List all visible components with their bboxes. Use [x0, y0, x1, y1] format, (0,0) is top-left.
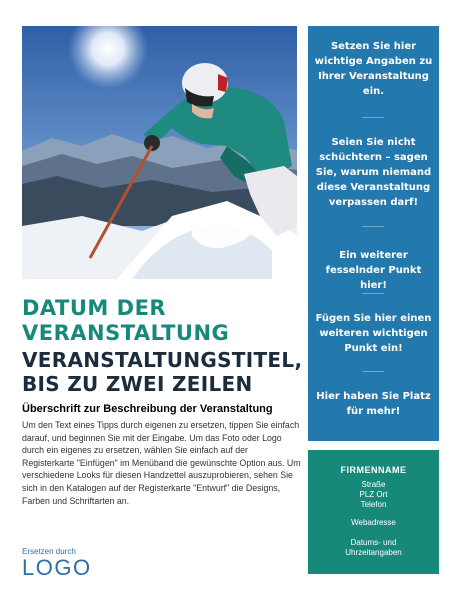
- highlight-line: schüchtern – sagen: [319, 152, 428, 163]
- highlight-item: [312, 311, 435, 356]
- description-heading: Überschrift zur Beschreibung der Veranstaltung: [22, 403, 273, 415]
- highlight-item: [312, 248, 435, 293]
- highlight-line: Ein weiterer: [339, 250, 408, 261]
- highlights-sidebar: [308, 26, 439, 441]
- event-photo: [22, 26, 297, 279]
- highlight-item: [312, 135, 435, 210]
- company-phone: Telefon: [360, 500, 387, 509]
- highlight-line: Fügen Sie hier einen: [315, 313, 432, 324]
- highlight-item: [312, 39, 435, 99]
- company-name: FIRMENNAME: [340, 465, 407, 475]
- highlight-line: Ihrer Veranstaltung: [318, 71, 429, 82]
- highlight-line: Punkt ein!: [344, 343, 403, 354]
- highlight-line: ein.: [362, 86, 385, 97]
- highlight-line: wichtige Angaben zu: [314, 56, 433, 67]
- description-body: Um den Text eines Tipps durch eigenen zu ersetzen, tippen Sie einfach darauf, und beginnen Sie mit der Eingabe. Um das Foto oder Logo durch ein eigenes zu ersetzen, wählen Sie einfach auf der Registerkarte "Einfügen" im Menüband die gewünschte Option aus. Um verschiedene Looks für diesen Handzettel auszuprobieren, sehen Sie sich in den Katalogen auf der Registerkarte "Entwurf" die Designs, Farben und Schriftarten an.: [22, 420, 301, 506]
- highlight-line: für mehr!: [346, 406, 401, 417]
- logo-caption: Ersetzen durch: [22, 547, 76, 556]
- company-datetime-line: Uhrzeitangaben: [345, 548, 402, 557]
- event-title-line: BIS ZU ZWEI ZEILEN: [22, 372, 253, 396]
- highlight-line: weiteren wichtigen: [319, 328, 428, 339]
- divider: [362, 226, 384, 227]
- highlight-item: [312, 389, 435, 419]
- event-date-line: DATUM DER: [22, 296, 167, 320]
- highlight-line: Setzen Sie hier: [330, 41, 417, 52]
- company-web: Webadresse: [351, 518, 396, 527]
- divider: [362, 293, 384, 294]
- logo-placeholder[interactable]: LOGO: [22, 555, 92, 580]
- company-street: Straße: [361, 480, 386, 489]
- highlight-line: verpassen darf!: [328, 197, 419, 208]
- event-date: [22, 296, 307, 346]
- event-date-line: VERANSTALTUNG: [22, 321, 230, 345]
- company-datetime-line: Datums- und: [350, 538, 397, 547]
- event-title-line: VERANSTALTUNGSTITEL,: [22, 348, 303, 372]
- highlight-line: Hier haben Sie Platz: [316, 391, 431, 402]
- highlight-line: diese Veranstaltung: [316, 182, 431, 193]
- company-city: PLZ Ort: [359, 490, 388, 499]
- divider: [362, 371, 384, 372]
- event-title: [22, 348, 307, 396]
- highlight-line: Seien Sie nicht: [331, 137, 416, 148]
- highlight-line: fesselnder Punkt hier!: [325, 265, 422, 291]
- divider: [362, 117, 384, 118]
- company-info-box: [308, 450, 439, 574]
- highlight-line: Sie, warum niemand: [315, 167, 432, 178]
